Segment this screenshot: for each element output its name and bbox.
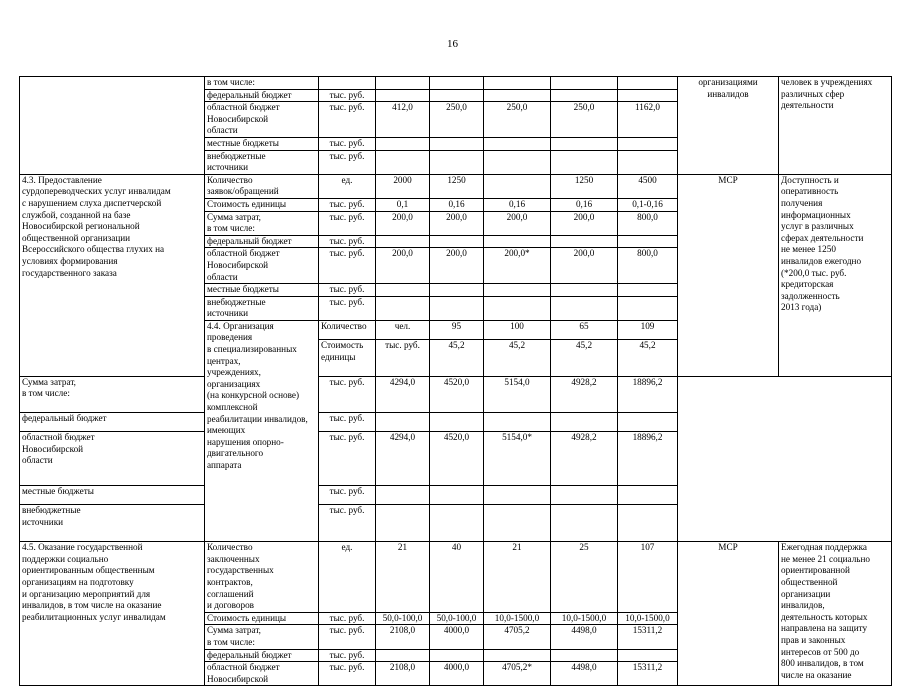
value-cell xyxy=(430,649,484,662)
value-cell xyxy=(484,174,551,198)
executor-cell: МСР xyxy=(678,542,779,686)
value-cell xyxy=(484,284,551,297)
unit-cell: ед. xyxy=(319,542,376,613)
table-row xyxy=(20,413,892,432)
value-cell: 800,0 xyxy=(618,211,678,235)
value-cell: 10,0-1500,0 xyxy=(618,612,678,625)
value-cell xyxy=(484,77,551,90)
value-cell xyxy=(430,486,484,505)
activity-name-cell: 4.5. Оказание государственной поддержки социально ориентированным общественным организациям на подготовку и организацию мероприятий для инвалидов, в том числе на оказание реабилитационных услуг инвалидам xyxy=(20,542,205,686)
indicator-cell: Стоимость единицы xyxy=(205,198,319,211)
value-cell xyxy=(484,649,551,662)
unit-cell: тыс. руб. xyxy=(319,150,376,174)
indicator-cell: местные бюджеты xyxy=(205,137,319,150)
value-cell: 4000,0 xyxy=(430,662,484,686)
unit-cell: тыс. руб. xyxy=(319,102,376,138)
value-cell xyxy=(618,89,678,102)
value-cell xyxy=(376,296,430,320)
page-number: 16 xyxy=(447,38,458,50)
value-cell xyxy=(551,77,618,90)
unit-cell: ед. xyxy=(319,174,376,198)
value-cell: 200,0* xyxy=(484,248,551,284)
expected-result-cell: человек в учреждениях различных сфер деятельности xyxy=(779,77,892,175)
value-cell: 4520,0 xyxy=(430,432,484,486)
unit-cell: тыс. руб. xyxy=(319,248,376,284)
value-cell: 1250 xyxy=(551,174,618,198)
program-activities-table xyxy=(19,76,892,686)
value-cell xyxy=(430,296,484,320)
value-cell: 45,2 xyxy=(618,339,678,376)
indicator-cell: Сумма затрат, в том числе: xyxy=(205,625,319,649)
value-cell xyxy=(484,150,551,174)
value-cell: 2108,0 xyxy=(376,625,430,649)
value-cell xyxy=(376,150,430,174)
value-cell: 21 xyxy=(376,542,430,613)
value-cell xyxy=(618,486,678,505)
indicator-cell: областной бюджет Новосибирской области xyxy=(205,102,319,138)
value-cell: 65 xyxy=(551,320,618,339)
expected-result-cell: Доступность и оперативность получения информационных услуг в различных сферах деятельности не менее 1250 инвалидов ежегодно (*200,0 тыс. руб. кредиторская задолженность 2013 года) xyxy=(779,174,892,376)
indicator-cell: местные бюджеты xyxy=(20,486,205,505)
value-cell xyxy=(430,235,484,248)
value-cell: 200,0 xyxy=(430,211,484,235)
value-cell: 10,0-1500,0 xyxy=(551,612,618,625)
value-cell xyxy=(430,413,484,432)
value-cell: 4928,2 xyxy=(551,432,618,486)
unit-cell: тыс. руб. xyxy=(319,505,376,542)
indicator-cell: внебюджетные источники xyxy=(20,505,205,542)
value-cell: 4000,0 xyxy=(430,625,484,649)
unit-cell: тыс. руб. xyxy=(319,211,376,235)
value-cell xyxy=(376,77,430,90)
value-cell: 15311,2 xyxy=(618,625,678,649)
table-row xyxy=(20,174,892,198)
value-cell: 1250 xyxy=(430,174,484,198)
value-cell: 250,0 xyxy=(551,102,618,138)
value-cell: 200,0 xyxy=(376,211,430,235)
unit-cell: тыс. руб. xyxy=(319,432,376,486)
value-cell xyxy=(376,137,430,150)
value-cell xyxy=(551,284,618,297)
value-cell xyxy=(376,505,430,542)
indicator-cell: в том числе: xyxy=(205,77,319,90)
value-cell xyxy=(430,89,484,102)
value-cell xyxy=(618,284,678,297)
value-cell xyxy=(618,649,678,662)
value-cell: 40 xyxy=(430,542,484,613)
value-cell: 800,0 xyxy=(618,248,678,284)
value-cell: 4294,0 xyxy=(376,432,430,486)
indicator-cell: местные бюджеты xyxy=(205,284,319,297)
value-cell: 0,1-0,16 xyxy=(618,198,678,211)
value-cell: 0,16 xyxy=(484,198,551,211)
value-cell xyxy=(376,486,430,505)
unit-cell: тыс. руб. xyxy=(319,296,376,320)
value-cell: 200,0 xyxy=(484,211,551,235)
value-cell: 0,1 xyxy=(376,198,430,211)
value-cell: 109 xyxy=(618,320,678,339)
value-cell xyxy=(618,296,678,320)
value-cell xyxy=(430,284,484,297)
value-cell xyxy=(551,89,618,102)
value-cell xyxy=(430,150,484,174)
unit-cell: тыс. руб. xyxy=(319,284,376,297)
indicator-cell: Количество xyxy=(319,320,376,339)
value-cell xyxy=(551,649,618,662)
unit-cell: тыс. руб. xyxy=(376,339,430,376)
activity-name-cell: 4.4. Организация проведения в специализированных центрах, учреждениях, организациях (на конкурсной основе) комплексной реабилитации инвалидов, имеющих нарушения опорно-двигательного аппарата xyxy=(205,320,319,541)
value-cell xyxy=(551,505,618,542)
indicator-cell: Количество заявок/обращений xyxy=(205,174,319,198)
indicator-cell: внебюджетные источники xyxy=(205,150,319,174)
value-cell xyxy=(376,649,430,662)
indicator-cell: Стоимость единицы xyxy=(205,612,319,625)
value-cell: 4498,0 xyxy=(551,662,618,686)
indicator-cell: федеральный бюджет xyxy=(205,649,319,662)
value-cell xyxy=(551,413,618,432)
table-row xyxy=(20,376,892,413)
table-body xyxy=(20,77,892,686)
value-cell: 1162,0 xyxy=(618,102,678,138)
value-cell: 200,0 xyxy=(551,211,618,235)
indicator-cell: областной бюджет Новосибирской xyxy=(205,662,319,686)
value-cell: 250,0 xyxy=(484,102,551,138)
value-cell xyxy=(376,235,430,248)
unit-cell: чел. xyxy=(376,320,430,339)
value-cell: 100 xyxy=(484,320,551,339)
value-cell xyxy=(618,413,678,432)
value-cell xyxy=(618,150,678,174)
table-row xyxy=(20,77,892,90)
value-cell: 45,2 xyxy=(551,339,618,376)
value-cell: 107 xyxy=(618,542,678,613)
value-cell xyxy=(376,89,430,102)
value-cell: 5154,0* xyxy=(484,432,551,486)
value-cell: 4294,0 xyxy=(376,376,430,413)
indicator-cell: федеральный бюджет xyxy=(20,413,205,432)
value-cell: 18896,2 xyxy=(618,432,678,486)
value-cell xyxy=(618,505,678,542)
unit-cell: тыс. руб. xyxy=(319,376,376,413)
indicator-cell: Стоимость единицы xyxy=(319,339,376,376)
value-cell xyxy=(484,486,551,505)
value-cell xyxy=(618,77,678,90)
indicator-cell: областной бюджет Новосибирской области xyxy=(20,432,205,486)
value-cell xyxy=(376,284,430,297)
executor-cell: МСР xyxy=(678,174,779,376)
value-cell xyxy=(551,486,618,505)
value-cell xyxy=(484,413,551,432)
unit-cell: тыс. руб. xyxy=(319,198,376,211)
value-cell xyxy=(551,235,618,248)
unit-cell: тыс. руб. xyxy=(319,413,376,432)
value-cell xyxy=(376,413,430,432)
value-cell: 21 xyxy=(484,542,551,613)
value-cell xyxy=(484,137,551,150)
value-cell: 0,16 xyxy=(430,198,484,211)
unit-cell: тыс. руб. xyxy=(319,486,376,505)
value-cell: 200,0 xyxy=(430,248,484,284)
value-cell: 4498,0 xyxy=(551,625,618,649)
value-cell: 50,0-100,0 xyxy=(430,612,484,625)
value-cell: 45,2 xyxy=(484,339,551,376)
value-cell: 5154,0 xyxy=(484,376,551,413)
indicator-cell: Сумма затрат, в том числе: xyxy=(20,376,205,413)
value-cell xyxy=(618,137,678,150)
unit-cell: тыс. руб. xyxy=(319,662,376,686)
value-cell: 2000 xyxy=(376,174,430,198)
value-cell xyxy=(484,296,551,320)
value-cell: 18896,2 xyxy=(618,376,678,413)
value-cell: 15311,2 xyxy=(618,662,678,686)
value-cell: 4705,2* xyxy=(484,662,551,686)
value-cell xyxy=(484,235,551,248)
unit-cell xyxy=(319,77,376,90)
value-cell xyxy=(618,235,678,248)
indicator-cell: Сумма затрат, в том числе: xyxy=(205,211,319,235)
table-row xyxy=(20,432,892,486)
indicator-cell: федеральный бюджет xyxy=(205,235,319,248)
unit-cell: тыс. руб. xyxy=(319,235,376,248)
value-cell: 200,0 xyxy=(376,248,430,284)
value-cell: 4928,2 xyxy=(551,376,618,413)
value-cell: 4500 xyxy=(618,174,678,198)
activity-name-cell: 4.3. Предоставление сурдопереводческих услуг инвалидам с нарушением слуха диспетчерской службой, созданной на базе Новосибирской региональной общественной организации Всероссийского общества глухих на условиях формирования государственного заказа xyxy=(20,174,205,376)
value-cell xyxy=(551,137,618,150)
value-cell: 4705,2 xyxy=(484,625,551,649)
unit-cell: тыс. руб. xyxy=(319,612,376,625)
value-cell: 200,0 xyxy=(551,248,618,284)
value-cell: 95 xyxy=(430,320,484,339)
value-cell xyxy=(484,505,551,542)
value-cell xyxy=(551,296,618,320)
value-cell: 250,0 xyxy=(430,102,484,138)
unit-cell: тыс. руб. xyxy=(319,625,376,649)
value-cell: 25 xyxy=(551,542,618,613)
activity-name-cell xyxy=(20,77,205,175)
value-cell xyxy=(551,150,618,174)
unit-cell: тыс. руб. xyxy=(319,137,376,150)
indicator-cell: Количество заключенных государственных контрактов, соглашений и договоров xyxy=(205,542,319,613)
table-row xyxy=(20,486,892,505)
value-cell: 4520,0 xyxy=(430,376,484,413)
table-row xyxy=(20,505,892,542)
unit-cell: тыс. руб. xyxy=(319,89,376,102)
unit-cell: тыс. руб. xyxy=(319,649,376,662)
value-cell xyxy=(484,89,551,102)
indicator-cell: областной бюджет Новосибирской области xyxy=(205,248,319,284)
value-cell xyxy=(430,137,484,150)
value-cell xyxy=(430,505,484,542)
indicator-cell: внебюджетные источники xyxy=(205,296,319,320)
value-cell: 45,2 xyxy=(430,339,484,376)
value-cell xyxy=(430,77,484,90)
expected-result-cell: Ежегодная поддержка не менее 21 социально ориентированной общественной организации инвалидов, деятельность которых направлена на защиту прав и законных интересов от 500 до 800 инвалидов, в том числе на оказание xyxy=(779,542,892,686)
indicator-cell: федеральный бюджет xyxy=(205,89,319,102)
value-cell: 10,0-1500,0 xyxy=(484,612,551,625)
value-cell: 0,16 xyxy=(551,198,618,211)
table-row xyxy=(20,542,892,613)
value-cell: 50,0-100,0 xyxy=(376,612,430,625)
executor-cell: организациями инвалидов xyxy=(678,77,779,175)
value-cell: 412,0 xyxy=(376,102,430,138)
value-cell: 2108,0 xyxy=(376,662,430,686)
